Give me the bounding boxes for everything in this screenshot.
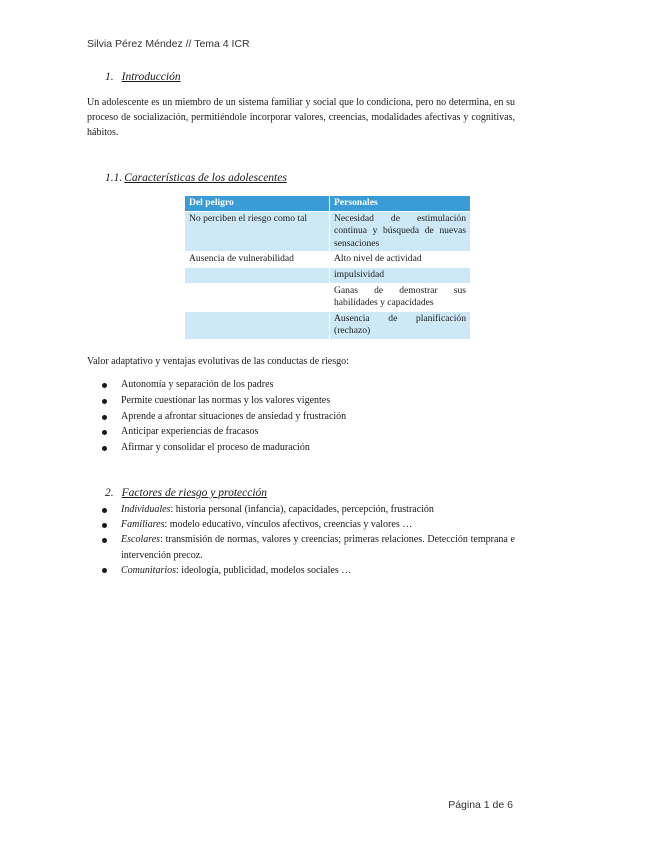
list-item: Permite cuestionar las normas y los valores vigentes <box>102 393 346 409</box>
table-cell <box>185 267 330 283</box>
table-row <box>185 283 471 311</box>
bullet-icon <box>102 568 107 573</box>
bullet-icon <box>102 446 107 451</box>
table-row <box>185 211 471 252</box>
table-cell: Necesidad de estimulación continua y búsqueda de nuevas sensaciones <box>330 211 471 252</box>
table-cell: Ausencia de planificación (rechazo) <box>330 311 471 339</box>
section-2-number: 2. <box>105 487 114 499</box>
list-item <box>102 517 515 532</box>
bullet-icon <box>102 538 107 543</box>
table-header-peligro: Del peligro <box>185 196 330 212</box>
section-2-title: Factores de riesgo y protección <box>121 487 268 499</box>
section-1-title: Introducción <box>121 71 181 83</box>
bullet-icon <box>102 383 107 388</box>
factor-text: : ideología, publicidad, modelos sociales … <box>176 564 352 576</box>
page-header: Silvia Pérez Méndez // Tema 4 ICR <box>87 38 250 50</box>
factor-label: Familiares <box>121 519 165 531</box>
bullet-icon <box>102 399 107 404</box>
list-item: Aprende a afrontar situaciones de ansiedad y frustración <box>102 409 346 425</box>
bullet-icon <box>102 508 107 513</box>
table-row <box>185 252 471 268</box>
intro-paragraph: Un adolescente es un miembro de un sistema familiar y social que lo condiciona, pero no determina, en su proceso de socialización, permitiéndole incorporar valores, creencias, modalidades afectivas y cognitivas, hábitos. <box>87 97 515 139</box>
table-cell: No perciben el riesgo como tal <box>185 211 330 252</box>
section-1-1-heading <box>105 172 287 184</box>
factor-label: Escolares <box>121 534 161 546</box>
section-1-1-number: 1.1. <box>105 172 123 184</box>
section-1-heading <box>105 71 181 83</box>
list-item: Anticipar experiencias de fracasos <box>102 424 346 440</box>
factor-text: : modelo educativo, vínculos afectivos, creencias y valores … <box>164 519 413 531</box>
table-row <box>185 267 471 283</box>
table-cell: Ganas de demostrar sus habilidades y capacidades <box>330 283 471 311</box>
list-item: Afirmar y consolidar el proceso de maduración <box>102 440 346 456</box>
table-header-personales: Personales <box>330 196 471 212</box>
adaptive-list <box>102 377 346 456</box>
list-item: Autonomía y separación de los padres <box>102 377 346 393</box>
page-footer: Página 1 de 6 <box>448 799 513 811</box>
table-cell: impulsividad <box>330 267 471 283</box>
table-cell: Ausencia de vulnerabilidad <box>185 252 330 268</box>
section-1-1-title: Características de los adolescentes <box>124 172 287 184</box>
factor-label: Individuales <box>121 504 171 515</box>
table-cell: Alto nivel de actividad <box>330 252 471 268</box>
characteristics-table <box>184 195 471 340</box>
factor-label: Comunitarios <box>121 564 177 576</box>
list-item <box>102 563 515 578</box>
list-item <box>102 502 515 517</box>
factor-text: : transmisión de normas, valores y creencias; primeras relaciones. Detección temprana e intervención precoz. <box>121 534 515 561</box>
table-cell <box>185 311 330 339</box>
table-cell <box>185 283 330 311</box>
bullet-icon <box>102 415 107 420</box>
list-item <box>102 532 515 562</box>
table-row <box>185 311 471 339</box>
section-1-number: 1. <box>105 71 114 83</box>
adaptive-intro: Valor adaptativo y ventajas evolutivas de las conductas de riesgo: <box>87 356 349 367</box>
section-2-heading <box>105 487 267 499</box>
bullet-icon <box>102 523 107 528</box>
factor-text: : historia personal (infancia), capacidades, percepción, frustración <box>170 504 434 515</box>
bullet-icon <box>102 430 107 435</box>
factors-list <box>102 502 515 578</box>
